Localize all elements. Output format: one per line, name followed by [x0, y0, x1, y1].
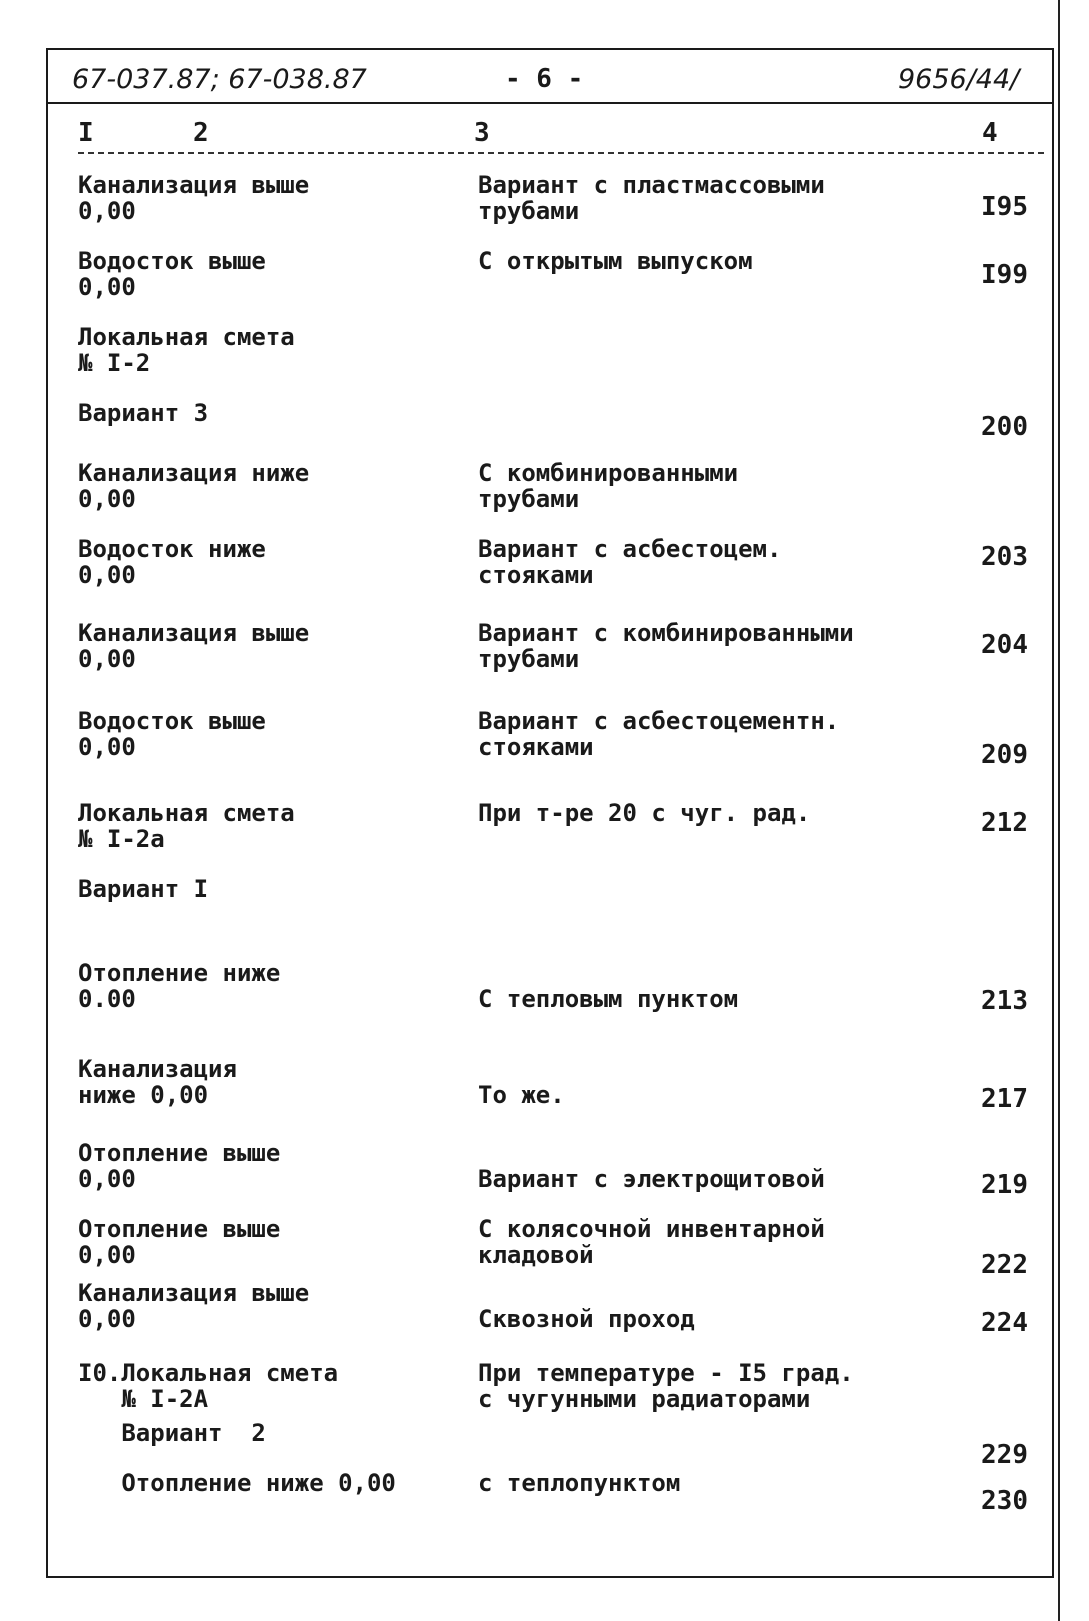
row-title — [78, 248, 468, 300]
row-title — [78, 620, 468, 672]
row-description-line: При температуре - I5 град. — [478, 1359, 854, 1387]
row-title — [78, 1140, 468, 1192]
row-title — [78, 1420, 468, 1446]
row-title-line: Вариант 3 — [78, 399, 209, 427]
row-title — [78, 1360, 468, 1412]
row-title — [78, 1280, 468, 1332]
row-description-line: То же. — [478, 1081, 565, 1109]
scan-edge — [1058, 0, 1060, 1621]
row-page-number: 222 — [981, 1250, 1028, 1280]
row-title-line: Канализация ниже — [78, 459, 310, 487]
row-title-line: Вариант I — [78, 875, 209, 903]
document-code: 67-037.87; 67-038.87 — [72, 64, 367, 95]
row-description-line: С открытым выпуском — [478, 247, 753, 275]
row-title-line: Отопление выше — [78, 1139, 281, 1167]
row-title-line: № I-2А — [78, 1385, 209, 1413]
row-title — [78, 876, 468, 902]
row-description-line: Вариант с асбестоцем. — [478, 535, 782, 563]
row-description-line: трубами — [478, 645, 580, 673]
row-description — [478, 460, 918, 512]
row-description-line: Вариант с комбинированными — [478, 619, 854, 647]
row-description — [478, 1470, 918, 1496]
row-title-line: Водосток ниже — [78, 535, 266, 563]
row-title-line: I0.Локальная смета — [78, 1359, 339, 1387]
row-title-line: Канализация выше — [78, 619, 310, 647]
row-description-line — [478, 1056, 918, 1082]
row-description-line: с чугунными радиаторами — [478, 1385, 811, 1413]
page-number: - 6 - — [505, 64, 584, 94]
row-title-line: 0,00 — [78, 733, 136, 761]
column-header-4: 4 — [982, 118, 998, 148]
row-title-line: ниже 0,00 — [78, 1081, 209, 1109]
row-title-line: Локальная смета — [78, 799, 295, 827]
row-title — [78, 1470, 468, 1496]
row-page-number: 229 — [981, 1440, 1028, 1470]
row-title-line: 0,00 — [78, 1241, 136, 1269]
row-description-line: При т-ре 20 с чуг. рад. — [478, 799, 811, 827]
row-description-line: С тепловым пунктом — [478, 985, 739, 1013]
row-description-line: стояками — [478, 733, 594, 761]
row-title-line: 0,00 — [78, 1305, 136, 1333]
row-title-line: 0,00 — [78, 197, 136, 225]
row-description — [478, 1360, 918, 1412]
row-title-line: 0.00 — [78, 985, 136, 1013]
row-page-number: 217 — [981, 1084, 1028, 1114]
row-title-line: 0,00 — [78, 645, 136, 673]
row-description — [478, 536, 918, 588]
row-title-line: № I-2 — [78, 349, 151, 377]
row-page-number: 224 — [981, 1308, 1028, 1338]
row-title-line: Отопление ниже 0,00 — [78, 1469, 396, 1497]
row-description — [478, 248, 918, 274]
row-description-line: Вариант с электрощитовой — [478, 1165, 825, 1193]
column-header-2: 2 — [193, 118, 209, 148]
row-description-line: Вариант с пластмассовыми — [478, 171, 825, 199]
row-title-line: 0,00 — [78, 273, 136, 301]
row-description-line — [478, 1140, 918, 1166]
row-title-line: Водосток выше — [78, 707, 266, 735]
row-description-line: С колясочной инвентарной — [478, 1215, 825, 1243]
row-description — [478, 708, 918, 760]
row-description-line: с теплопунктом — [478, 1469, 681, 1497]
row-page-number: 204 — [981, 630, 1028, 660]
row-page-number: 209 — [981, 740, 1028, 770]
row-description — [478, 172, 918, 224]
row-page-number: 200 — [981, 412, 1028, 442]
row-title — [78, 1216, 468, 1268]
row-title — [78, 960, 468, 1012]
row-description-line: Вариант с асбестоцементн. — [478, 707, 840, 735]
row-description — [478, 960, 918, 1012]
row-title — [78, 536, 468, 588]
row-description-line: трубами — [478, 197, 580, 225]
row-description — [478, 1216, 918, 1268]
row-page-number: 219 — [981, 1170, 1028, 1200]
row-description — [478, 1056, 918, 1108]
row-description — [478, 800, 918, 826]
row-description — [478, 1280, 918, 1332]
row-description-line — [478, 960, 918, 986]
row-page-number: 213 — [981, 986, 1028, 1016]
column-header-rule — [78, 152, 1044, 154]
column-header-3: 3 — [474, 118, 490, 148]
row-title-line: 0,00 — [78, 561, 136, 589]
row-description — [478, 1140, 918, 1192]
row-description-line: С комбинированными — [478, 459, 739, 487]
row-title-line: Канализация выше — [78, 171, 310, 199]
row-title-line: № I-2а — [78, 825, 165, 853]
row-page-number: 230 — [981, 1486, 1028, 1516]
row-title — [78, 708, 468, 760]
row-description-line: трубами — [478, 485, 580, 513]
row-title-line: Отопление выше — [78, 1215, 281, 1243]
row-page-number: 203 — [981, 542, 1028, 572]
row-title — [78, 400, 468, 426]
row-title — [78, 800, 468, 852]
row-title-line: Канализация — [78, 1055, 237, 1083]
row-description-line: стояками — [478, 561, 594, 589]
row-description-line: Сквозной проход — [478, 1305, 695, 1333]
row-title-line: Вариант 2 — [78, 1419, 266, 1447]
row-title-line: 0,00 — [78, 485, 136, 513]
row-description — [478, 620, 918, 672]
row-page-number: I95 — [981, 192, 1028, 222]
header-divider — [46, 102, 1054, 104]
row-page-number: 212 — [981, 808, 1028, 838]
row-title — [78, 460, 468, 512]
row-title-line: Канализация выше — [78, 1279, 310, 1307]
row-page-number: I99 — [981, 260, 1028, 290]
column-header-1: I — [78, 118, 94, 148]
row-title-line: Водосток выше — [78, 247, 266, 275]
row-title-line: Локальная смета — [78, 323, 295, 351]
row-description-line — [478, 1280, 918, 1306]
archive-number: 9656/44/ — [898, 64, 1020, 95]
row-title-line: Отопление ниже — [78, 959, 281, 987]
row-title — [78, 172, 468, 224]
row-title — [78, 324, 468, 376]
row-title — [78, 1056, 468, 1108]
row-title-line: 0,00 — [78, 1165, 136, 1193]
row-description-line: кладовой — [478, 1241, 594, 1269]
